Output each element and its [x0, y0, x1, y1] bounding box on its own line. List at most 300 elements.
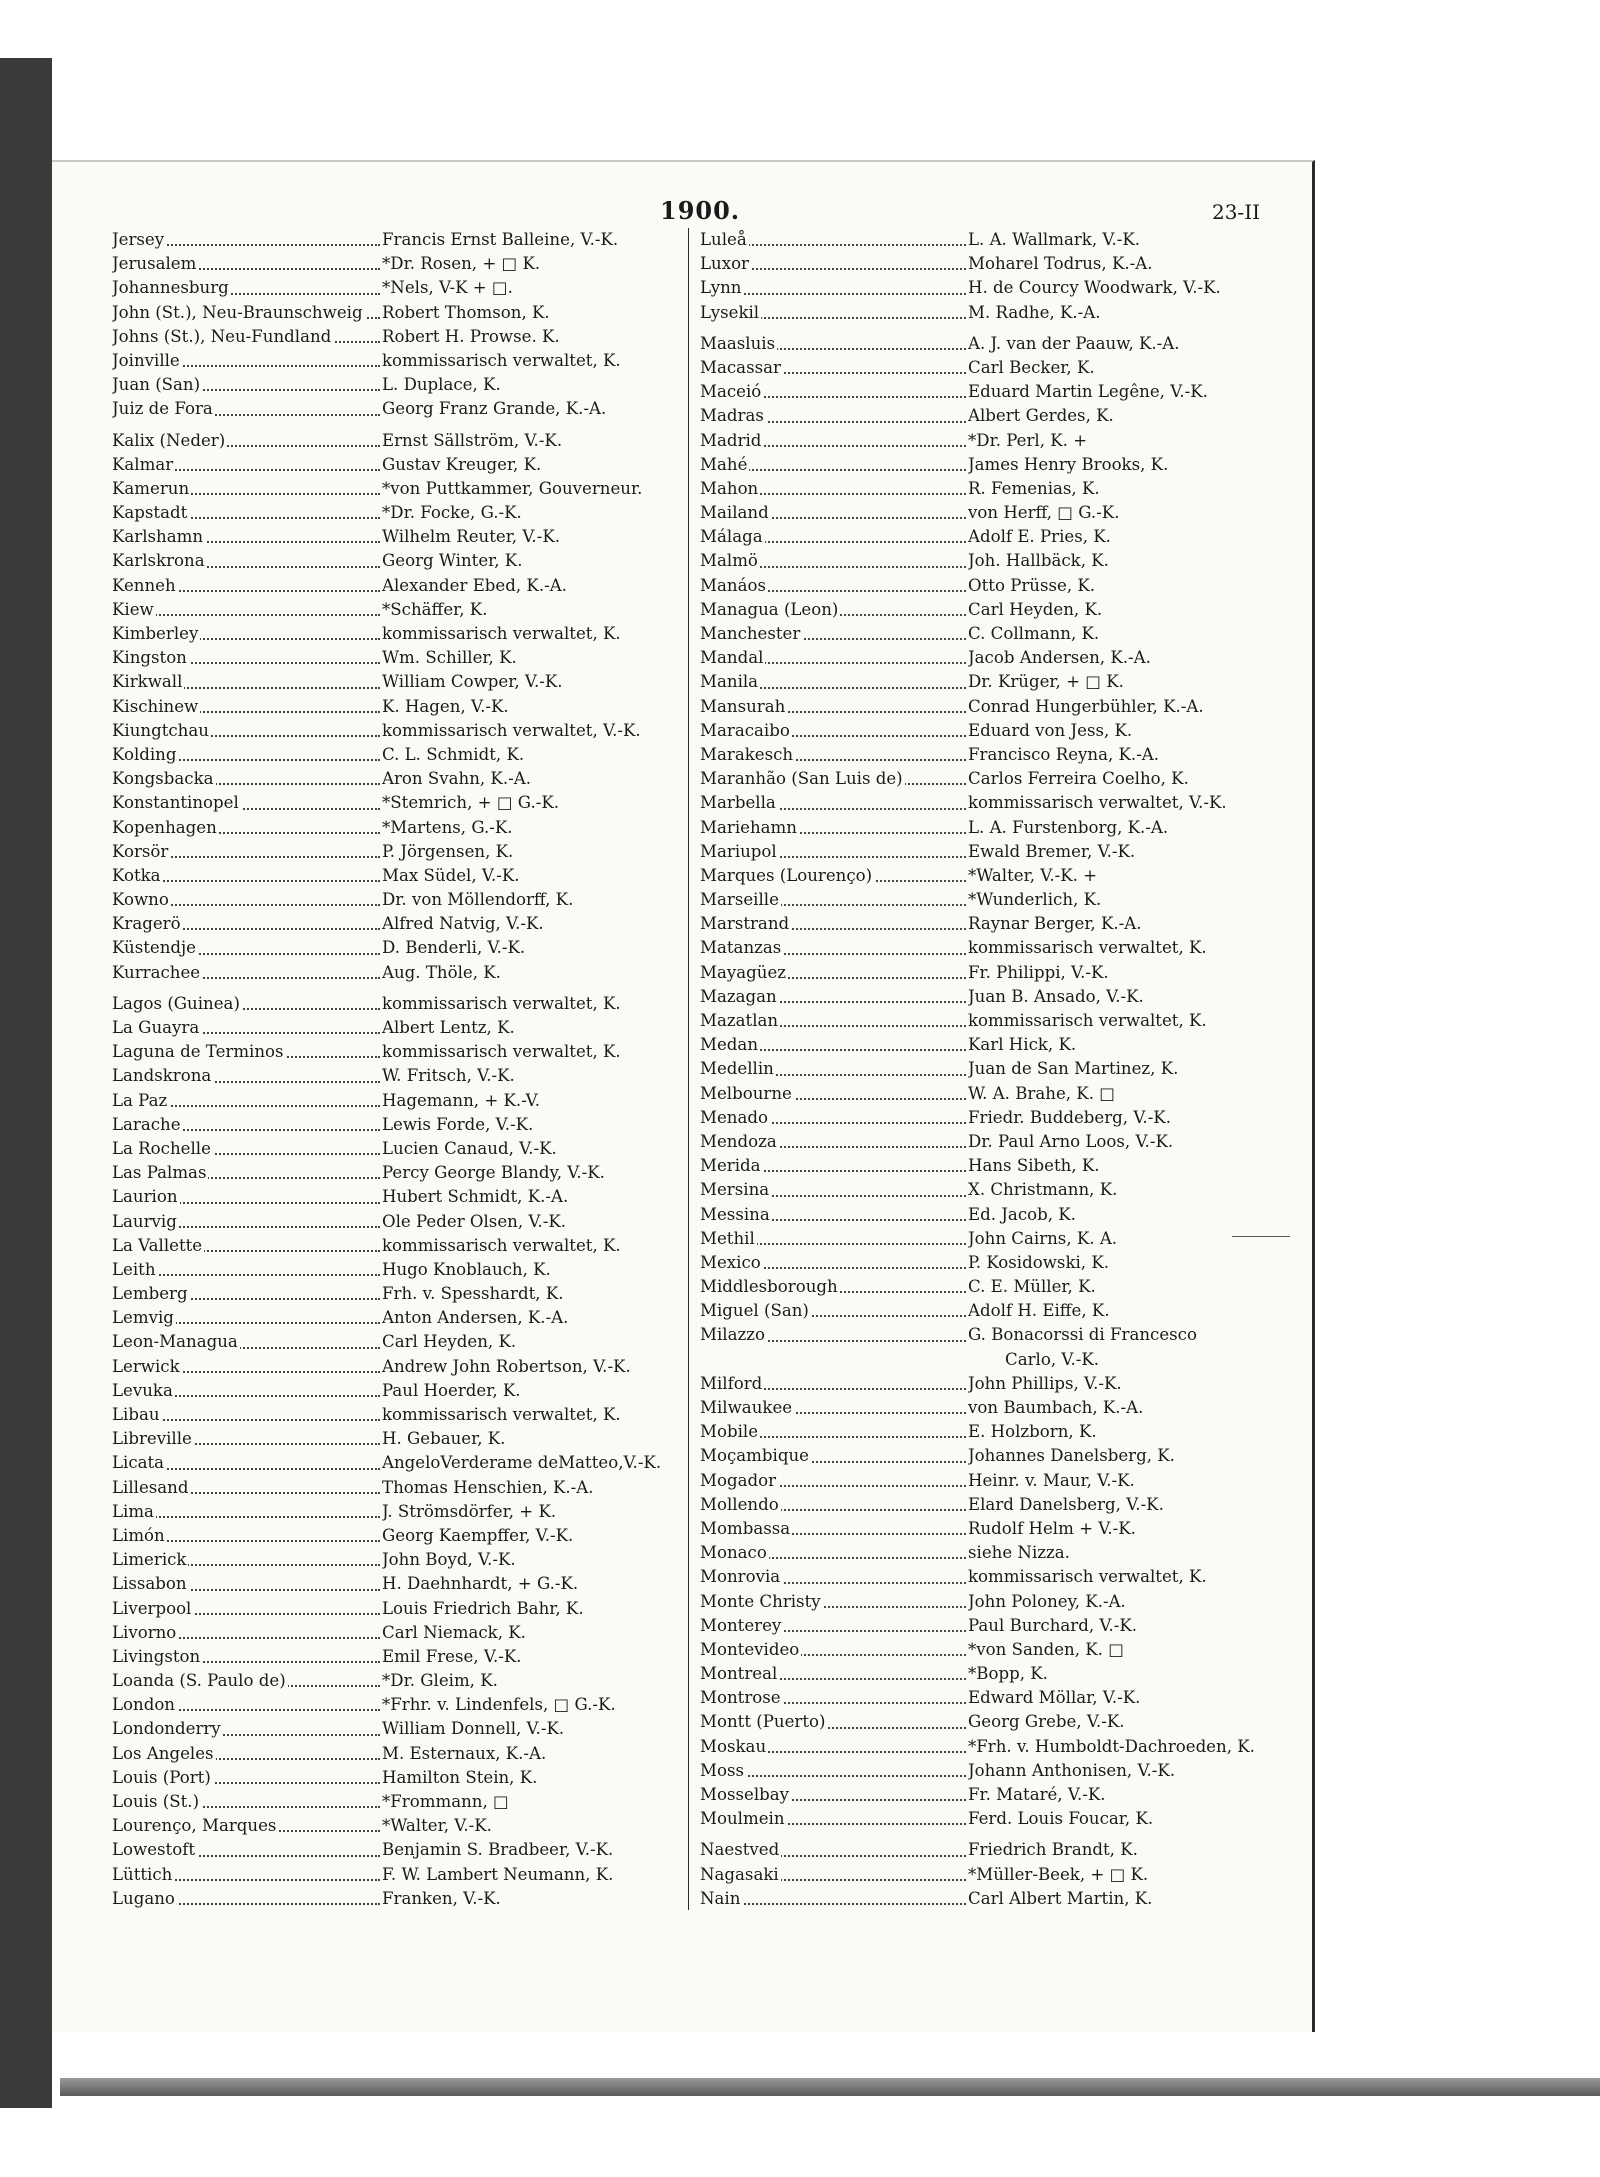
- place-name: [700, 1863, 968, 1887]
- directory-entry: [112, 1403, 672, 1427]
- place-name: [700, 1493, 968, 1517]
- consul-name: *Frommann, □: [382, 1792, 509, 1811]
- consul-name: kommissarisch verwaltet, K.: [382, 993, 621, 1013]
- place-name-text: Karlskrona: [112, 551, 205, 571]
- consul-name: Carl Albert Martin, K.: [968, 1888, 1153, 1908]
- directory-entry: [112, 477, 672, 501]
- consul-name: Paul Burchard, V.-K.: [968, 1615, 1138, 1635]
- place-name: [112, 598, 382, 622]
- place-name-text: Lynn: [700, 278, 742, 298]
- place-name: [112, 1814, 382, 1838]
- consul-name: *Dr. Focke, G.-K.: [382, 503, 522, 523]
- place-name-text: Maasluis: [700, 333, 776, 353]
- place-name: [112, 1185, 382, 1209]
- directory-entry: [700, 1469, 1260, 1493]
- consul-name: J. Strömsdörfer, + K.: [382, 1501, 557, 1521]
- directory-entry: [112, 1379, 672, 1403]
- place-name-text: Lerwick: [112, 1356, 180, 1376]
- place-name: [700, 1178, 968, 1202]
- place-name-text: Maranhão (San Luis de): [700, 769, 903, 789]
- consul-name: Georg Franz Grande, K.-A.: [382, 399, 607, 419]
- consul-name: Ernst Sällström, V.-K.: [382, 430, 563, 450]
- consul-name: John Phillips, V.-K.: [968, 1373, 1122, 1393]
- directory-entry: [112, 1838, 672, 1862]
- directory-entry: [112, 646, 672, 670]
- consul-name: Alfred Natvig, V.-K.: [382, 914, 544, 934]
- place-name-text: Milwaukee: [700, 1398, 793, 1417]
- place-name: [700, 332, 968, 356]
- place-name: [700, 1517, 968, 1541]
- column-divider: [688, 228, 689, 1910]
- directory-entry: [112, 816, 672, 840]
- place-name-text: Mayagüez: [700, 962, 787, 982]
- consul-name: E. Holzborn, K.: [968, 1422, 1097, 1442]
- place-name: [112, 1234, 382, 1258]
- consul-name: Robert Thomson, K.: [382, 302, 550, 322]
- place-name: [700, 1662, 968, 1686]
- place-name: [700, 1444, 968, 1468]
- directory-entry: [700, 1396, 1260, 1420]
- place-name-text: Kenneh: [112, 575, 176, 595]
- place-name: [112, 1887, 382, 1911]
- directory-entry: [700, 228, 1260, 252]
- place-name: [112, 1597, 382, 1621]
- consul-name: P. Kosidowski, K.: [968, 1252, 1110, 1272]
- place-name-text: Mobile: [700, 1422, 759, 1442]
- directory-entry: [700, 1759, 1260, 1783]
- place-name: [112, 1669, 382, 1693]
- place-name: [700, 501, 968, 525]
- place-name-text: Kingston: [112, 648, 187, 668]
- consul-name: M. Esternaux, K.-A.: [382, 1743, 547, 1763]
- directory-entry: [700, 1033, 1260, 1057]
- scan-edge-left: [0, 58, 52, 2108]
- directory-entry: [112, 1814, 672, 1838]
- consul-name: F. W. Lambert Neumann, K.: [382, 1864, 614, 1884]
- directory-entry: [112, 1064, 672, 1088]
- directory-entry: [700, 1863, 1260, 1887]
- consul-name: Aug. Thöle, K.: [382, 962, 501, 982]
- directory-entry: [700, 1783, 1260, 1807]
- consul-name: L. A. Wallmark, V.-K.: [968, 230, 1141, 249]
- directory-entry: [700, 743, 1260, 767]
- consul-name: Wilhelm Reuter, V.-K.: [382, 527, 560, 547]
- place-name: [112, 864, 382, 888]
- place-name-text: Mexico: [700, 1252, 761, 1272]
- directory-entry: [700, 961, 1260, 985]
- directory-entry: [112, 1016, 672, 1040]
- directory-entry: [700, 380, 1260, 404]
- place-name-text: Maceió: [700, 382, 762, 402]
- place-name: [700, 670, 968, 694]
- directory-entry: [112, 598, 672, 622]
- consul-name: Adolf H. Eiffe, K.: [968, 1301, 1110, 1321]
- page-year: 1900.: [660, 196, 741, 225]
- place-name-text: Mollendo: [700, 1494, 779, 1514]
- consul-name: Ole Peder Olsen, V.-K.: [382, 1211, 567, 1231]
- place-name-text: Kolding: [112, 744, 177, 764]
- place-name: [700, 252, 968, 276]
- place-name-text: Mersina: [700, 1180, 770, 1200]
- directory-entry: [700, 1178, 1260, 1202]
- place-name: [700, 1106, 968, 1130]
- consul-name: Joh. Hallbäck, K.: [968, 551, 1109, 571]
- consul-name: Elard Danelsberg, V.-K.: [968, 1494, 1164, 1514]
- place-name-text: Moçambique: [700, 1446, 809, 1466]
- directory-entry: [700, 1057, 1260, 1081]
- place-name: [112, 1476, 382, 1500]
- directory-entry: [112, 767, 672, 791]
- consul-name: *Stemrich, + □ G.-K.: [382, 793, 560, 813]
- place-name: [700, 1807, 968, 1831]
- place-name: [112, 1766, 382, 1790]
- place-name-text: Madrid: [700, 430, 762, 450]
- directory-entry: [112, 1693, 672, 1717]
- consul-name: Hagemann, + K.-V.: [382, 1090, 540, 1110]
- place-name: [112, 1524, 382, 1548]
- directory-entry: [700, 1323, 1260, 1347]
- consul-name: *Nels, V-K + □.: [382, 278, 513, 298]
- consul-name: *Dr. Gleim, K.: [382, 1671, 498, 1691]
- consul-name: James Henry Brooks, K.: [968, 454, 1169, 474]
- place-name-text: Livorno: [112, 1622, 177, 1642]
- consul-name: Fr. Philippi, V.-K.: [968, 962, 1109, 982]
- place-name-text: Louis (Port): [112, 1767, 211, 1787]
- place-name-text: Luxor: [700, 254, 749, 274]
- directory-entry: [700, 252, 1260, 276]
- place-name-text: Melbourne: [700, 1083, 792, 1103]
- place-name: [112, 477, 382, 501]
- consul-name: Lewis Forde, V.-K.: [382, 1114, 534, 1134]
- place-name: [112, 670, 382, 694]
- consul-name: Thomas Henschien, K.-A.: [382, 1477, 594, 1497]
- place-name-text: Lemvig: [112, 1308, 174, 1328]
- place-name-text: Kiungtchau: [112, 720, 209, 740]
- consul-name: Albert Gerdes, K.: [968, 406, 1114, 426]
- place-name-text: John (St.), Neu-Braunschweig: [112, 302, 363, 322]
- consul-name: Moharel Todrus, K.-A.: [968, 254, 1153, 274]
- directory-entry: [112, 574, 672, 598]
- place-name-text: Marseille: [700, 890, 779, 910]
- place-name-text: Kimberley: [112, 624, 199, 643]
- place-name: [700, 864, 968, 888]
- place-name: [700, 598, 968, 622]
- page-number: 23-II: [1211, 200, 1260, 224]
- consul-name: *Frh. v. Humboldt-Dachroeden, K.: [968, 1736, 1255, 1756]
- place-name-text: Monterey: [700, 1615, 782, 1635]
- place-name: [700, 1323, 968, 1347]
- place-name: [700, 1638, 968, 1662]
- place-name-text: Montevideo: [700, 1639, 800, 1659]
- place-name: [112, 767, 382, 791]
- consul-name: Karl Hick, K.: [968, 1035, 1077, 1055]
- consul-name: von Herff, □ G.-K.: [968, 503, 1120, 523]
- consul-name: Hamilton Stein, K.: [382, 1767, 538, 1787]
- place-name-text: Leith: [112, 1259, 156, 1279]
- directory-entry: [112, 888, 672, 912]
- directory-entry: [700, 574, 1260, 598]
- place-name-text: Larache: [112, 1114, 181, 1134]
- place-name-text: Monaco: [700, 1543, 767, 1563]
- consul-name: W. A. Brahe, K. □: [968, 1083, 1115, 1103]
- place-name: [112, 1379, 382, 1403]
- consul-name: R. Femenias, K.: [968, 478, 1100, 498]
- directory-entry: [700, 1710, 1260, 1734]
- consul-name: John Cairns, K. A.: [968, 1228, 1118, 1248]
- directory-entry: [112, 1161, 672, 1185]
- place-name-text: Manáos: [700, 575, 766, 595]
- place-name: [112, 791, 382, 815]
- place-name: [112, 1210, 382, 1234]
- consul-name: Alexander Ebed, K.-A.: [382, 575, 567, 595]
- place-name-text: Mazagan: [700, 986, 777, 1006]
- directory-entry: [700, 1590, 1260, 1614]
- place-name: [112, 276, 382, 300]
- directory-entry: [700, 1082, 1260, 1106]
- place-name-text: Marbella: [700, 793, 776, 813]
- place-name-text: Lourenço, Marques: [112, 1816, 277, 1836]
- place-name-text: Macassar: [700, 357, 781, 377]
- place-name-text: Limón: [112, 1525, 165, 1545]
- directory-entry: [700, 276, 1260, 300]
- directory-entry: [112, 301, 672, 325]
- place-name-text: Juan (San): [112, 375, 201, 395]
- place-name-text: Miguel (San): [700, 1301, 809, 1321]
- directory-entry: [112, 397, 672, 421]
- consul-name: kommissarisch verwaltet, K.: [382, 1042, 621, 1062]
- place-name-text: Maracaibo: [700, 720, 790, 740]
- place-name-text: Louis (St.): [112, 1792, 200, 1811]
- place-name: [700, 276, 968, 300]
- directory-entry: [700, 622, 1260, 646]
- consul-name: kommissarisch verwaltet, K.: [968, 1011, 1207, 1030]
- consul-name: Johann Anthonisen, V.-K.: [968, 1760, 1176, 1780]
- place-name: [112, 1500, 382, 1524]
- place-name-text: Mosselbay: [700, 1785, 790, 1804]
- right-column: [700, 228, 1260, 1911]
- place-name-text: Lowestoft: [112, 1840, 196, 1860]
- place-name-text: Medan: [700, 1035, 759, 1055]
- place-name: [112, 1863, 382, 1887]
- place-name-text: Konstantinopel: [112, 793, 239, 813]
- directory-entry: [112, 1089, 672, 1113]
- directory-entry: [112, 1766, 672, 1790]
- place-name-text: Kamerun: [112, 478, 190, 498]
- consul-name: *Wunderlich, K.: [968, 890, 1102, 910]
- consul-name: Francisco Reyna, K.-A.: [968, 744, 1160, 764]
- consul-name: Carl Niemack, K.: [382, 1622, 526, 1642]
- consul-name: *von Puttkammer, Gouverneur.: [382, 478, 643, 498]
- directory-entry: [112, 791, 672, 815]
- place-name: [112, 1113, 382, 1137]
- place-name-text: Londonderry: [112, 1719, 221, 1739]
- directory-entry: [112, 695, 672, 719]
- directory-entry: [112, 1040, 672, 1064]
- directory-entry: [112, 1451, 672, 1475]
- consul-name: Jacob Andersen, K.-A.: [968, 648, 1151, 668]
- consul-name: Paul Hoerder, K.: [382, 1380, 521, 1400]
- place-name: [112, 228, 382, 252]
- directory-entry: [700, 1638, 1260, 1662]
- consul-name: Frh. v. Spesshardt, K.: [382, 1284, 564, 1304]
- consul-name: H. Gebauer, K.: [382, 1429, 506, 1449]
- place-name: [112, 961, 382, 985]
- directory-entry: [112, 1887, 672, 1911]
- place-name: [700, 1154, 968, 1178]
- place-name-text: Las Palmas: [112, 1163, 207, 1183]
- directory-entry: [700, 1154, 1260, 1178]
- directory-entry: [700, 1662, 1260, 1686]
- directory-entry: [112, 1355, 672, 1379]
- consul-name: Edward Möllar, V.-K.: [968, 1688, 1141, 1708]
- place-name: [112, 719, 382, 743]
- directory-entry: [700, 888, 1260, 912]
- place-name: [112, 373, 382, 397]
- directory-entry: [700, 549, 1260, 573]
- directory-entry: [700, 453, 1260, 477]
- place-name: [112, 1548, 382, 1572]
- directory-entry: [112, 453, 672, 477]
- consul-name: Ed. Jacob, K.: [968, 1204, 1076, 1224]
- place-name-text: Mahon: [700, 478, 759, 498]
- directory-entry: [700, 1009, 1260, 1033]
- directory-entry: [112, 1210, 672, 1234]
- place-name-text: Landskrona: [112, 1066, 212, 1086]
- place-name-text: Mahé: [700, 454, 748, 474]
- place-name-text: Moulmein: [700, 1809, 785, 1829]
- place-name: [112, 453, 382, 477]
- place-name: [700, 525, 968, 549]
- place-name-text: Kotka: [112, 865, 161, 885]
- place-name-text: Middlesborough: [700, 1277, 838, 1297]
- consul-name: L. Duplace, K.: [382, 375, 501, 395]
- consul-name: M. Radhe, K.-A.: [968, 302, 1101, 322]
- directory-entry: [112, 864, 672, 888]
- consul-name: Adolf E. Pries, K.: [968, 527, 1111, 547]
- place-name-text: Moss: [700, 1760, 745, 1780]
- place-name-text: Nain: [700, 1888, 741, 1908]
- directory-entry: [112, 501, 672, 525]
- directory-entry: [700, 1887, 1260, 1911]
- consul-name: *Müller-Beek, + □ K.: [968, 1864, 1149, 1884]
- consul-name: Louis Friedrich Bahr, K.: [382, 1598, 584, 1618]
- place-name: [700, 1203, 968, 1227]
- place-name: [112, 1790, 382, 1814]
- place-name-text: Juiz de Fora: [112, 399, 213, 419]
- place-name: [112, 301, 382, 325]
- place-name: [112, 840, 382, 864]
- place-name-text: Menado: [700, 1107, 769, 1127]
- consul-name: kommissarisch verwaltet, K.: [968, 1567, 1207, 1587]
- directory-entry: [700, 1735, 1260, 1759]
- directory-entry: [700, 646, 1260, 670]
- place-name: [700, 1227, 968, 1251]
- place-name-text: Kapstadt: [112, 503, 188, 523]
- directory-entry: [700, 1565, 1260, 1589]
- place-name-text: Managua (Leon): [700, 599, 839, 619]
- consul-name: W. Fritsch, V.-K.: [382, 1066, 515, 1086]
- consul-name: Benjamin S. Bradbeer, V.-K.: [382, 1840, 614, 1860]
- place-name: [700, 1251, 968, 1275]
- place-name-text: Mendoza: [700, 1131, 777, 1151]
- place-name: [700, 1710, 968, 1734]
- consul-name: P. Jörgensen, K.: [382, 841, 514, 861]
- directory-entry: [700, 936, 1260, 960]
- directory-entry: [112, 1548, 672, 1572]
- consul-name: Albert Lentz, K.: [382, 1018, 515, 1037]
- consul-name: Georg Winter, K.: [382, 551, 523, 571]
- place-name: [112, 1838, 382, 1862]
- place-name: [700, 1590, 968, 1614]
- place-name-text: Jersey: [112, 230, 165, 249]
- place-name: [112, 936, 382, 960]
- place-name-text: Kongsbacka: [112, 769, 214, 789]
- place-name-text: La Paz: [112, 1090, 168, 1110]
- consul-name: Anton Andersen, K.-A.: [382, 1308, 569, 1328]
- place-name-text: Montt (Puerto): [700, 1712, 826, 1732]
- place-name-text: Licata: [112, 1453, 165, 1473]
- place-name-text: Naestved: [700, 1840, 780, 1860]
- directory-entry: [700, 525, 1260, 549]
- directory-entry: [112, 1669, 672, 1693]
- directory-entry: [700, 840, 1260, 864]
- place-name: [700, 1887, 968, 1911]
- place-name: [112, 429, 382, 453]
- consul-name: Georg Kaempffer, V.-K.: [382, 1525, 574, 1545]
- place-name-text: Malmö: [700, 551, 758, 571]
- consul-name: *Walter, V.-K.: [382, 1816, 492, 1836]
- place-name-text: Kowno: [112, 890, 169, 910]
- place-name-text: Moskau: [700, 1736, 767, 1756]
- directory-entry: [700, 1420, 1260, 1444]
- place-name: [700, 1614, 968, 1638]
- place-name-text: Limerick: [112, 1550, 187, 1570]
- place-name: [700, 453, 968, 477]
- place-name: [700, 1759, 968, 1783]
- consul-name: C. Collmann, K.: [968, 624, 1100, 643]
- place-name: [700, 574, 968, 598]
- place-name-text: Mariupol: [700, 841, 777, 861]
- directory-entry: [112, 961, 672, 985]
- place-name: [700, 1783, 968, 1807]
- directory-entry: [112, 1137, 672, 1161]
- consul-name: Percy George Blandy, V.-K.: [382, 1163, 605, 1183]
- place-name: [700, 1396, 968, 1420]
- place-name: [700, 936, 968, 960]
- consul-name: Dr. von Möllendorff, K.: [382, 890, 574, 910]
- place-name-text: Kalix (Neder): [112, 430, 226, 450]
- place-name-text: Joinville: [112, 350, 180, 370]
- consul-name: von Baumbach, K.-A.: [968, 1398, 1144, 1417]
- consul-name: Aron Svahn, K.-A.: [382, 769, 531, 789]
- consul-name: Max Südel, V.-K.: [382, 865, 520, 885]
- consul-name: Fr. Mataré, V.-K.: [968, 1785, 1106, 1804]
- place-name: [112, 397, 382, 421]
- consul-name: Georg Grebe, V.-K.: [968, 1712, 1125, 1732]
- place-name: [700, 429, 968, 453]
- place-name-text: Madras: [700, 406, 764, 426]
- place-name: [112, 1572, 382, 1596]
- directory-entry: [700, 356, 1260, 380]
- place-name-text: Mogador: [700, 1470, 777, 1490]
- directory-entry: [700, 1686, 1260, 1710]
- place-name: [112, 1064, 382, 1088]
- directory-entry: [700, 791, 1260, 815]
- place-name: [112, 646, 382, 670]
- directory-entry: [112, 622, 672, 646]
- place-name: [700, 1686, 968, 1710]
- place-name-text: Merida: [700, 1156, 761, 1176]
